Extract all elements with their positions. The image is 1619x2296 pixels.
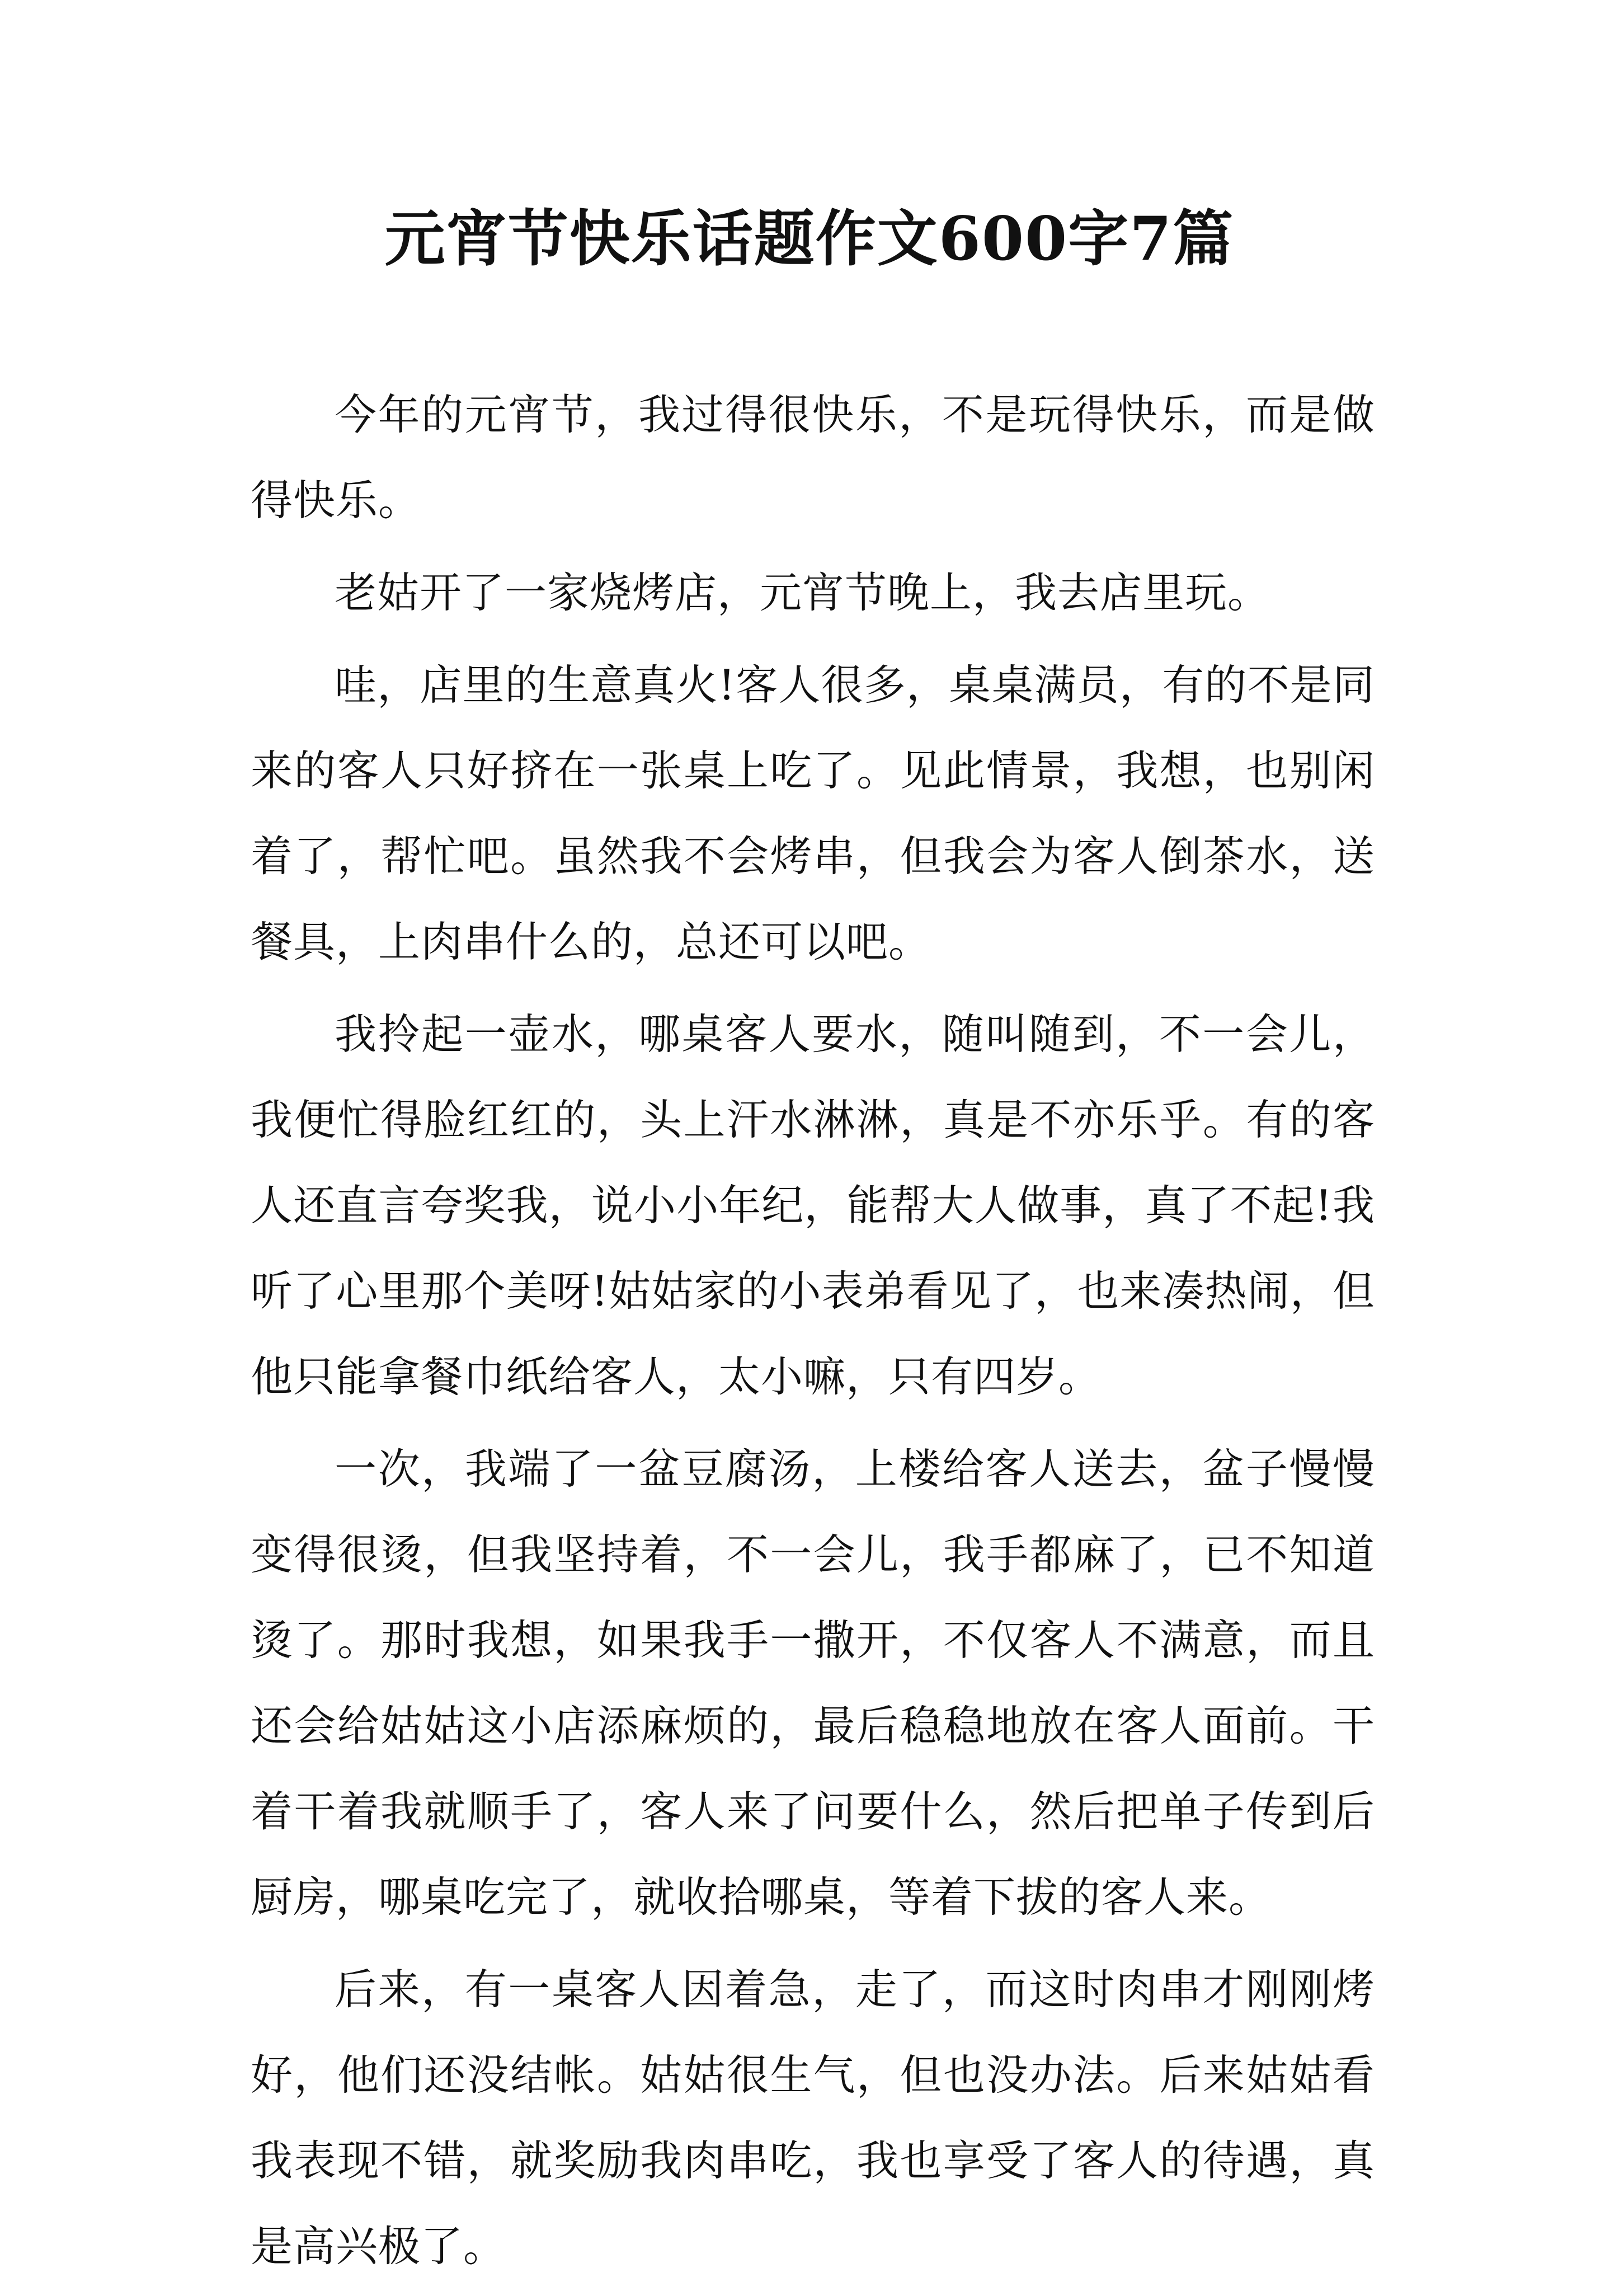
document-body [251,372,1375,2296]
paragraph-5: 一次，我端了一盆豆腐汤，上楼给客人送去，盆子慢慢变得很烫，但我坚持着，不一会儿，我手都麻了，已不知道烫了。那时我想，如果我手一撒开，不仅客人不满意，而且还会给姑姑这小店添麻烦的，最后稳稳地放在客人面前。干着干着我就顺手了，客人来了问要什么，然后把单子传到后厨房，哪桌吃完了，就收拾哪桌，等着下拔的客人来。 [251,1444,1375,1922]
paragraph-1: 今年的元宵节，我过得很快乐，不是玩得快乐，而是做得快乐。 [251,390,1375,525]
paragraph-3: 哇，店里的生意真火!客人很多，桌桌满员，有的不是同来的客人只好挤在一张桌上吃了。见此情景，我想，也别闲着了，帮忙吧。虽然我不会烤串，但我会为客人倒茶水，送餐具，上肉串什么的，总还可以吧。 [251,660,1375,966]
paragraph-6: 后来，有一桌客人因着急，走了，而这时肉串才刚刚烤好，他们还没结帐。姑姑很生气，但也没办法。后来姑姑看我表现不错，就奖励我肉串吃，我也享受了客人的待遇，真是高兴极了。 [251,1965,1375,2271]
paragraph-2: 老姑开了一家烧烤店，元宵节晚上，我去店里玩。 [335,568,1270,617]
paragraph-4: 我拎起一壶水，哪桌客人要水，随叫随到，不一会儿，我便忙得脸红红的，头上汗水淋淋，真是不亦乐乎。有的客人还直言夸奖我，说小小年纪，能帮大人做事，真了不起!我听了心里那个美呀!姑姑家的小表弟看见了，也来凑热闹，但他只能拿餐巾纸给客人，太小嘛，只有四岁。 [251,1010,1375,1401]
document-title: 元宵节快乐话题作文600字7篇 [384,204,1235,274]
